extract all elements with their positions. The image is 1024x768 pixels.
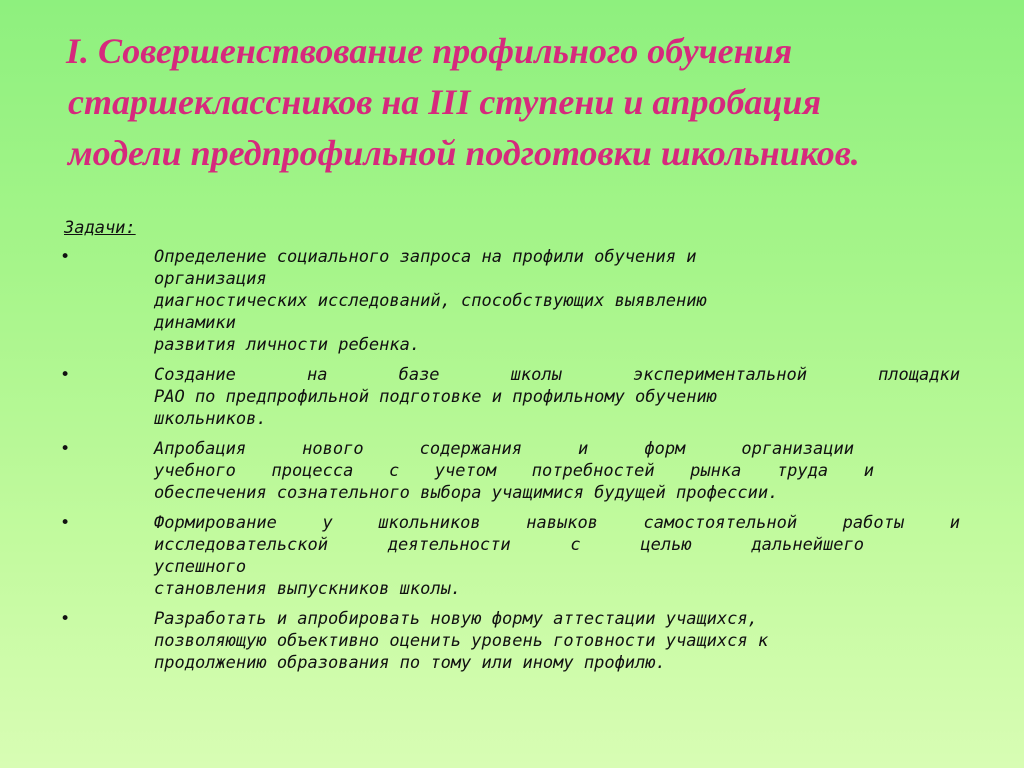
task-word: рынка	[690, 461, 742, 481]
task-item	[60, 364, 960, 430]
task-word: Апробация	[154, 439, 247, 459]
title-line: старшеклассников на III ступени и апробация	[68, 82, 821, 122]
task-word: Создание	[154, 365, 236, 385]
task-word: деятельности	[387, 535, 511, 555]
task-list	[60, 246, 960, 682]
task-word: учетом	[434, 461, 497, 481]
task-line: развития личности ребенка.	[154, 335, 421, 355]
task-word: содержания	[419, 439, 522, 459]
task-word: целью	[640, 535, 692, 555]
task-word: площадки	[878, 365, 960, 385]
task-line: организация	[154, 269, 267, 289]
task-line: РАО по предпрофильной подготовке и профильному обучению	[154, 387, 717, 407]
task-line: успешного	[154, 557, 247, 577]
task-word: Формирование	[154, 513, 277, 533]
task-line: Разработать и апробировать новую форму аттестации учащихся,	[154, 609, 758, 629]
task-word: навыков	[526, 513, 598, 533]
task-word: с	[570, 535, 581, 555]
task-word: и	[578, 439, 589, 459]
task-word: с	[388, 461, 400, 481]
task-word: самостоятельной	[643, 513, 798, 533]
task-line: диагностических исследований, способствующих выявлению	[154, 291, 707, 311]
task-line	[154, 512, 960, 534]
task-word: школы	[510, 365, 562, 385]
task-line	[154, 534, 864, 556]
task-word: работы	[842, 513, 905, 533]
task-word: процесса	[271, 461, 354, 481]
bullet-icon: •	[60, 609, 71, 629]
task-item	[60, 512, 960, 600]
task-word: у	[322, 513, 333, 533]
task-line	[154, 364, 960, 386]
bullet-icon: •	[60, 439, 71, 459]
task-item	[60, 608, 960, 674]
slide-title	[66, 26, 986, 179]
task-word: организации	[741, 439, 854, 459]
task-word: форм	[644, 439, 686, 459]
task-line: динамики	[154, 313, 236, 333]
task-word: и	[949, 513, 960, 533]
task-item	[60, 246, 960, 356]
bullet-icon: •	[60, 365, 71, 385]
title-line: I. Совершенствование профильного обучения	[66, 31, 793, 71]
bullet-icon: •	[60, 513, 71, 533]
task-line: позволяющую объективно оценить уровень готовности учащихся к	[154, 631, 769, 651]
task-line: школьников.	[154, 409, 267, 429]
task-line: обеспечения сознательного выбора учащимися будущей профессии.	[154, 483, 779, 503]
task-word: дальнейшего	[751, 535, 864, 555]
task-word: учебного	[154, 461, 236, 481]
task-word: на	[307, 365, 328, 385]
task-line	[154, 438, 854, 460]
task-word: потребностей	[531, 461, 655, 481]
task-line: продолжению образования по тому или иному профилю.	[154, 653, 666, 673]
task-word: экспериментальной	[632, 365, 807, 385]
task-line: становления выпускников школы.	[154, 579, 462, 599]
task-word: нового	[302, 439, 364, 459]
task-word: труда	[776, 461, 829, 481]
task-item	[60, 438, 960, 504]
task-word: школьников	[378, 513, 481, 533]
title-line: модели предпрофильной подготовки школьников.	[68, 133, 860, 173]
task-word: исследовательской	[154, 535, 328, 555]
tasks-heading: Задачи:	[64, 218, 136, 238]
task-word: базе	[398, 365, 440, 385]
task-line: Определение социального запроса на профили обучения и	[154, 247, 697, 267]
task-word: и	[863, 461, 874, 481]
task-line	[154, 460, 874, 482]
bullet-icon: •	[60, 247, 71, 267]
